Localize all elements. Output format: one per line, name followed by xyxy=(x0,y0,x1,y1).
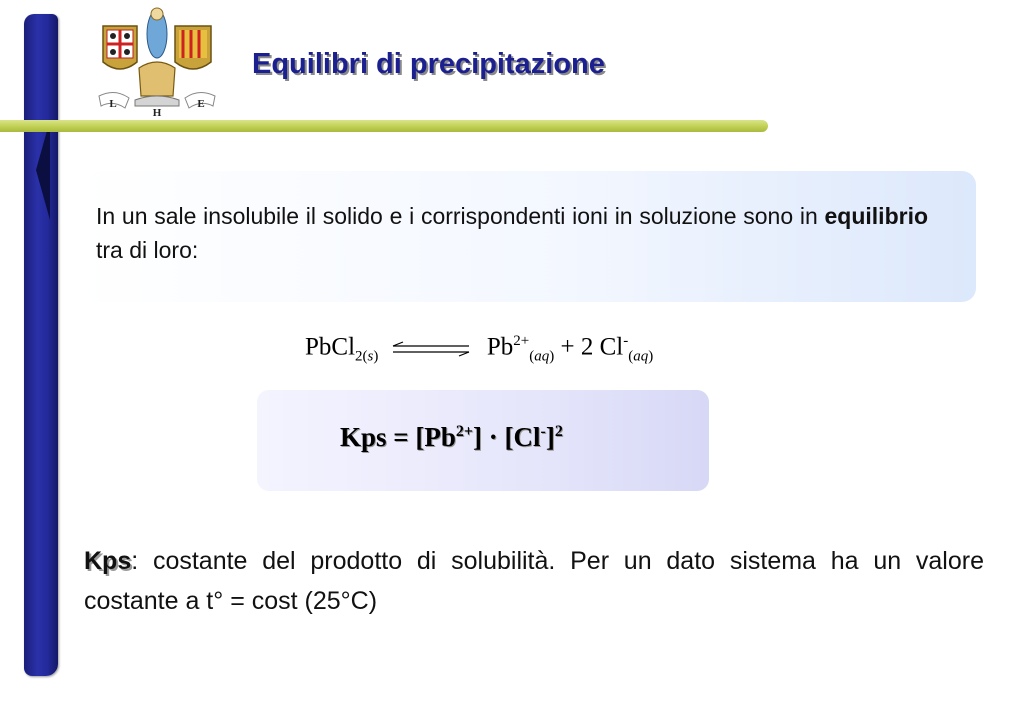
intro-bold-word: equilibrio xyxy=(824,203,929,229)
anion-term: + 2 Cl xyxy=(560,333,624,361)
logo-letter-h: H xyxy=(152,107,162,119)
kps-charge-cl: - xyxy=(540,423,546,440)
kps-close: ] xyxy=(545,422,555,452)
cation-formula: Pb xyxy=(486,333,514,361)
equilibrium-arrows-icon xyxy=(391,341,471,357)
logo-letter-e: E xyxy=(197,98,205,110)
green-divider-bar xyxy=(0,120,768,132)
left-decorative-bar xyxy=(24,14,58,676)
dissolution-equation xyxy=(305,333,653,365)
kps-lhs: Kps = [Pb xyxy=(340,422,456,452)
kps-definition-text: : costante del prodotto di solubilità. Per un dato sistema ha un valore costante a t° = cost (25°C) xyxy=(84,547,984,615)
kps-exponent: 2 xyxy=(554,423,563,440)
university-crest-logo xyxy=(95,4,220,122)
kps-definition xyxy=(84,541,984,621)
logo-letter-l: L xyxy=(109,98,117,110)
intro-text-part2: tra di loro: xyxy=(96,237,199,263)
slide-title: Equilibri di precipitazione xyxy=(252,48,605,80)
cation-state: (aq) xyxy=(529,348,555,365)
kps-expression xyxy=(340,422,563,453)
kps-charge-pb: 2+ xyxy=(455,423,474,440)
reactant-formula: PbCl xyxy=(305,333,356,361)
left-bar-notch xyxy=(36,120,50,220)
anion-charge: - xyxy=(623,333,629,349)
reactant-subscript: 2(s) xyxy=(355,348,379,365)
anion-state: (aq) xyxy=(628,348,654,365)
intro-text xyxy=(96,199,928,267)
intro-text-part1: In un sale insolubile il solido e i corrispondenti ioni in soluzione sono in xyxy=(96,203,818,229)
kps-mid: ] · [Cl xyxy=(473,422,541,452)
cation-charge: 2+ xyxy=(513,333,530,349)
kps-term: Kps xyxy=(84,547,132,575)
